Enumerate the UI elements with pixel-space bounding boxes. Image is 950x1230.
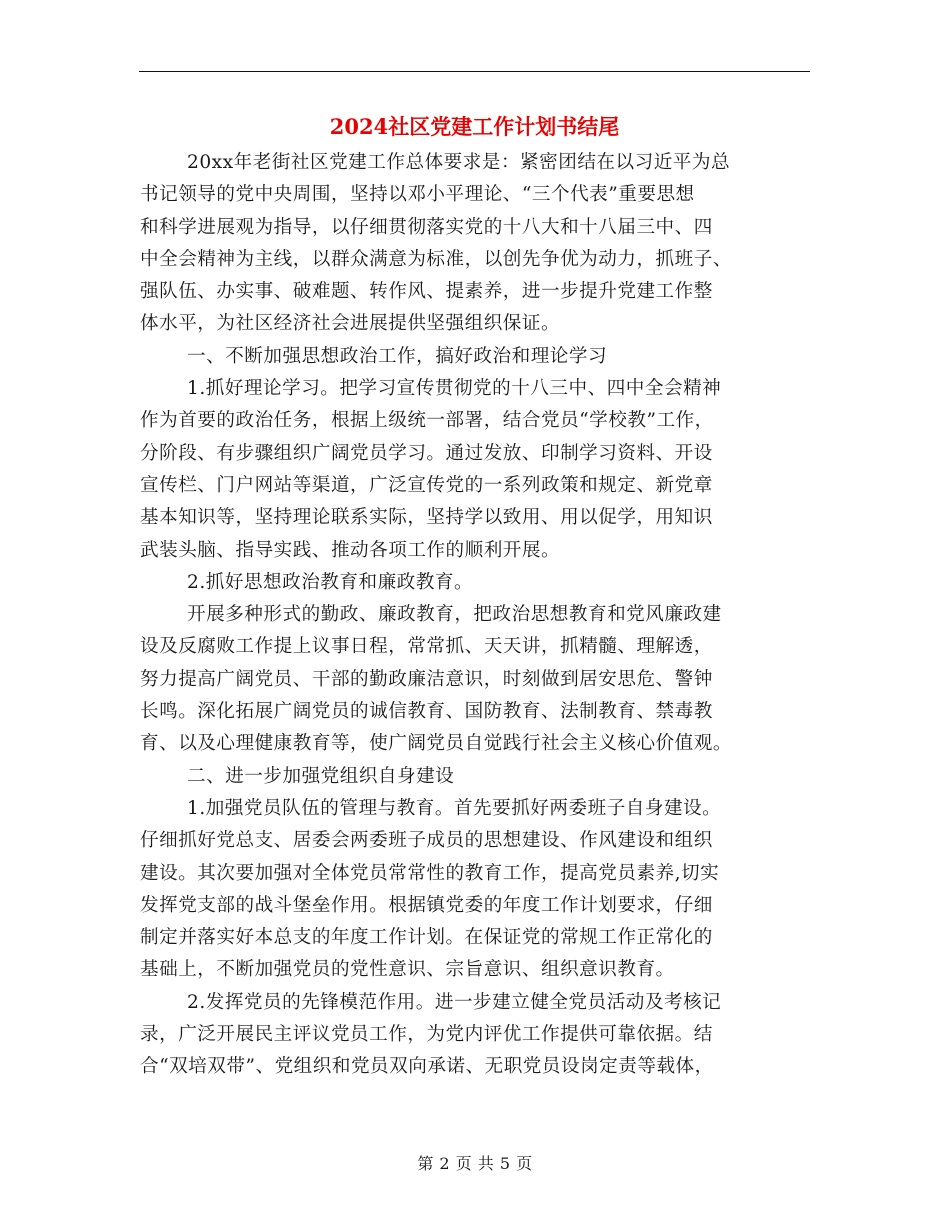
body-line: 宣传栏、门户网站等渠道，广泛宣传党的一系列政策和规定、新党章 [140, 474, 713, 496]
body-line: 制定并落实好本总支的年度工作计划。在保证党的常规工作正常化的 [140, 927, 713, 949]
body-line: 育、以及心理健康教育等，使广阔党员自觉践行社会主义核心价值观。 [140, 733, 732, 755]
body-line: 开展多种形式的勤政、廉政教育，把政治思想教育和党风廉政建 [187, 604, 722, 626]
body-line: 仔细抓好党总支、居委会两委班子成员的思想建设、作风建设和组织 [140, 830, 713, 852]
body-line: 录，广泛开展民主评议党员工作，为党内评优工作提供可靠依据。结 [140, 1024, 713, 1046]
body-line: 分阶段、有步骤组织广阔党员学习。通过发放、印制学习资料、开设 [140, 442, 713, 464]
body-line: 设及反腐败工作提上议事日程，常常抓、天天讲，抓精髓、理解透， [140, 636, 713, 658]
body-line: 1.加强党员队伍的管理与教育。首先要抓好两委班子自身建设。 [187, 797, 722, 819]
page-number-footer: 第 2 页 共 5 页 [417, 1154, 533, 1173]
subsection-heading: 2.抓好思想政治教育和廉政教育。 [187, 571, 474, 593]
body-line: 长鸣。深化拓展广阔党员的诚信教育、国防教育、法制教育、禁毒教 [140, 701, 713, 723]
body-line: 20xx年老街社区党建工作总体要求是：紧密团结在以习近平为总 [187, 152, 731, 173]
body-line: 书记领导的党中央周围，坚持以邓小平理论、“三个代表”重要思想 [140, 184, 695, 206]
body-line: 1.抓好理论学习。把学习宣传贯彻党的十八三中、四中全会精神 [187, 378, 722, 400]
body-line: 基础上，不断加强党员的党性意识、宗旨意识、组织意识教育。 [140, 959, 675, 981]
document-title: 2024社区党建工作计划书结尾 [329, 114, 620, 139]
body-line: 基本知识等，坚持理论联系实际，坚持学以致用、用以促学，用知识 [140, 507, 713, 529]
document-body [140, 147, 812, 1084]
body-line: 合“双培双带”、党组织和党员双向承诺、无职党员设岗定责等载体， [140, 1056, 714, 1078]
body-line: 发挥党支部的战斗堡垒作用。根据镇党委的年度工作计划要求，仔细 [140, 894, 713, 916]
body-line: 建设。其次要加强对全体党员常常性的教育工作，提高党员素养,切实 [140, 862, 720, 884]
body-line: 武装头脑、指导实践、推动各项工作的顺利开展。 [140, 539, 561, 561]
body-line: 努力提高广阔党员、干部的勤政廉洁意识，时刻做到居安思危、警钟 [140, 668, 713, 690]
section-heading: 一、不断加强思想政治工作，搞好政治和理论学习 [187, 345, 608, 367]
header-rule [139, 71, 810, 72]
body-line: 2.发挥党员的先锋模范作用。进一步建立健全党员活动及考核记 [187, 991, 722, 1013]
body-line: 体水平，为社区经济社会进展提供坚强组织保证。 [140, 313, 561, 335]
body-line: 强队伍、办实事、破难题、转作风、提素养，进一步提升党建工作整 [140, 281, 713, 303]
section-heading: 二、进一步加强党组织自身建设 [187, 765, 455, 787]
body-line: 和科学进展观为指导，以仔细贯彻落实党的十八大和十八届三中、四 [140, 216, 713, 238]
body-line: 中全会精神为主线，以群众满意为标准，以创先争优为动力，抓班子、 [140, 248, 732, 270]
body-line: 作为首要的政治任务，根据上级统一部署，结合党员“学校教”工作， [140, 410, 714, 432]
